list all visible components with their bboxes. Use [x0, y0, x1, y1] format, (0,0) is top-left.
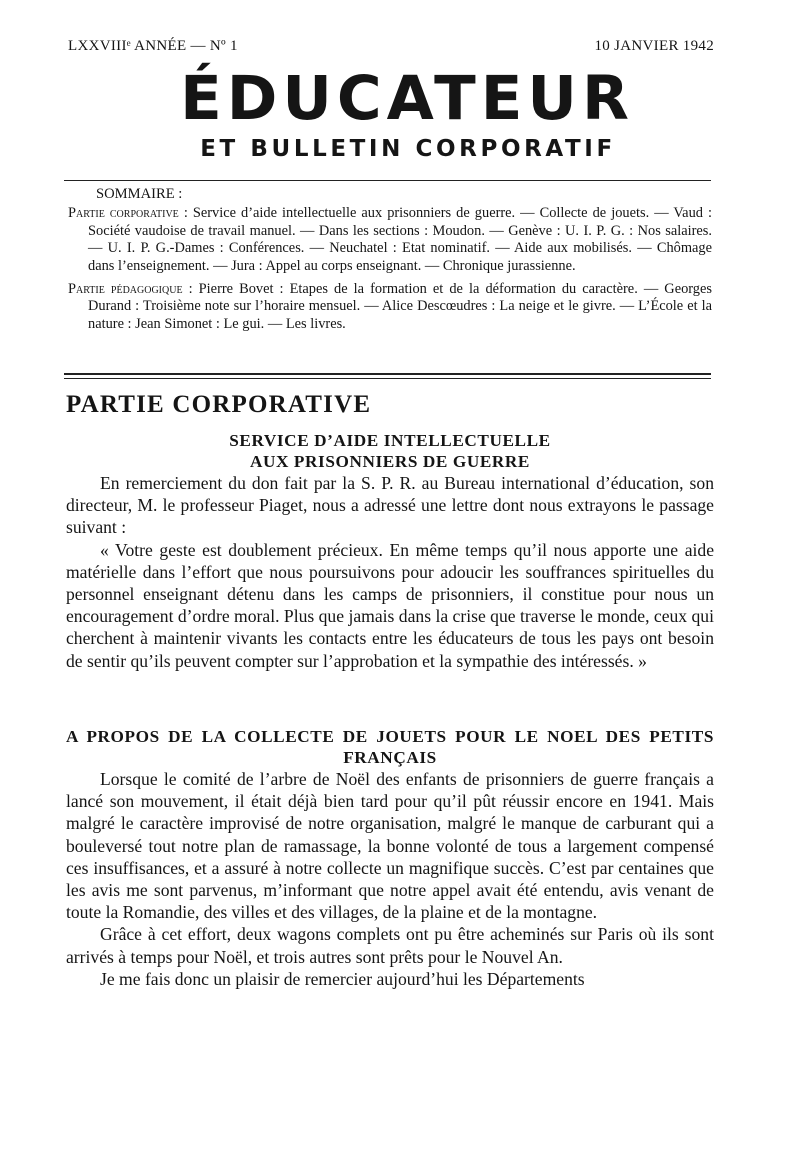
article1-heading-line2: AUX PRISONNIERS DE GUERRE: [249, 452, 530, 471]
journal-subtitle: ET BULLETIN CORPORATIF: [200, 136, 616, 162]
table-of-contents: [68, 186, 712, 333]
article1-heading-line1: SERVICE D’AIDE INTELLECTUELLE: [229, 431, 551, 450]
toc-heading: SOMMAIRE :: [96, 186, 183, 202]
issue-date: 10 JANVIER 1942: [594, 38, 714, 54]
article1-paragraph: En remerciement du don fait par la S. P. R. au Bureau international d’éducation, son directeur, M. le professeur Piaget, nous a adressé une lettre dont nous extrayons le passage suivant :: [66, 473, 714, 538]
toc-corporative-text: : Service d’aide intellectuelle aux prisonniers de guerre. — Collecte de jouets. — Vaud : Société vaudoise de travail manuel. — Dans les sections : Moudon. — Genève : U. I. P. G. : Nos salaires. — U. I. P. G.-Dames : Conférences. — Neuchatel : Etat nominatif. — Aide aux mobilisés. — Chômage dans l’enseignement. — Jura : Appel au corps enseignant. — Chronique jurassienne.: [88, 205, 712, 274]
section-title: PARTIE CORPORATIVE: [66, 391, 372, 418]
issue-number: LXXVIIIᵉ ANNÉE — Nº 1: [68, 38, 238, 54]
toc-corporative: [68, 205, 712, 275]
toc-pedagogique: [68, 281, 712, 333]
article1-quote: « Votre geste est doublement précieux. En même temps qu’il nous apporte une aide matérielle dans l’effort que nous poursuivons pour adoucir les souffrances spirituelles du personnel enseignant détenu dans les camps de prisonniers, il constitue pour nous un encouragement d’ordre moral. Plus que jamais dans la crise que traverse le monde, ceux qui cherchent à maintenir vivants les contacts entre les éducateurs de tous les pays ont besoin de sentir qu’ils peuvent compter sur l’approbation et la sympathie des intéressés. »: [66, 539, 714, 671]
article-collecte-jouets: [66, 726, 714, 990]
toc-pedagogique-label: Partie pédagogique: [68, 281, 183, 298]
journal-title: ÉDUCATEUR: [180, 63, 634, 134]
article2-heading: A PROPOS DE LA COLLECTE DE JOUETS POUR LE NOEL DES PETITS FRANÇAIS: [66, 727, 714, 767]
article-service-aide: [66, 430, 714, 672]
double-rule-thin: [64, 378, 711, 379]
masthead-line: [68, 38, 714, 55]
double-rule: [64, 373, 711, 375]
toc-corporative-label: Partie corporative: [68, 205, 179, 222]
article2-paragraph-2: Grâce à cet effort, deux wagons complets ont pu être acheminés sur Paris où ils sont arrivés à temps pour Noël, et trois autres sont prêts pour le Nouvel An.: [66, 924, 714, 967]
article2-paragraph-1: Lorsque le comité de l’arbre de Noël des enfants de prisonniers de guerre français a lancé son mouvement, il était déjà bien tard pour qu’il pût réussir encore en 1941. Mais malgré le caractère improvisé de notre organisation, malgré le manque de carburant qui a bouleversé tout notre plan de ramassage, la bonne volonté de tous a largement compensé ces insuffisances, et a assuré à notre collecte un magnifique succès. C’est par centaines que les avis me sont parvenus, m’informant que notre appel avait été entendu, avis venant de toute la Romandie, des villes et des villages, de la plaine et de la montagne.: [66, 769, 714, 923]
toc-pedagogique-text: : Pierre Bovet : Etapes de la formation et de la déformation du caractère. — Georges Durand : Troisième note sur l’horaire mensuel. — Alice Descœudres : La neige et le givre. — L’École et la nature : Jean Simonet : Le gui. — Les livres.: [88, 281, 712, 332]
article2-paragraph-3: Je me fais donc un plaisir de remercier aujourd’hui les Départements: [100, 968, 585, 989]
top-rule: [64, 180, 711, 181]
